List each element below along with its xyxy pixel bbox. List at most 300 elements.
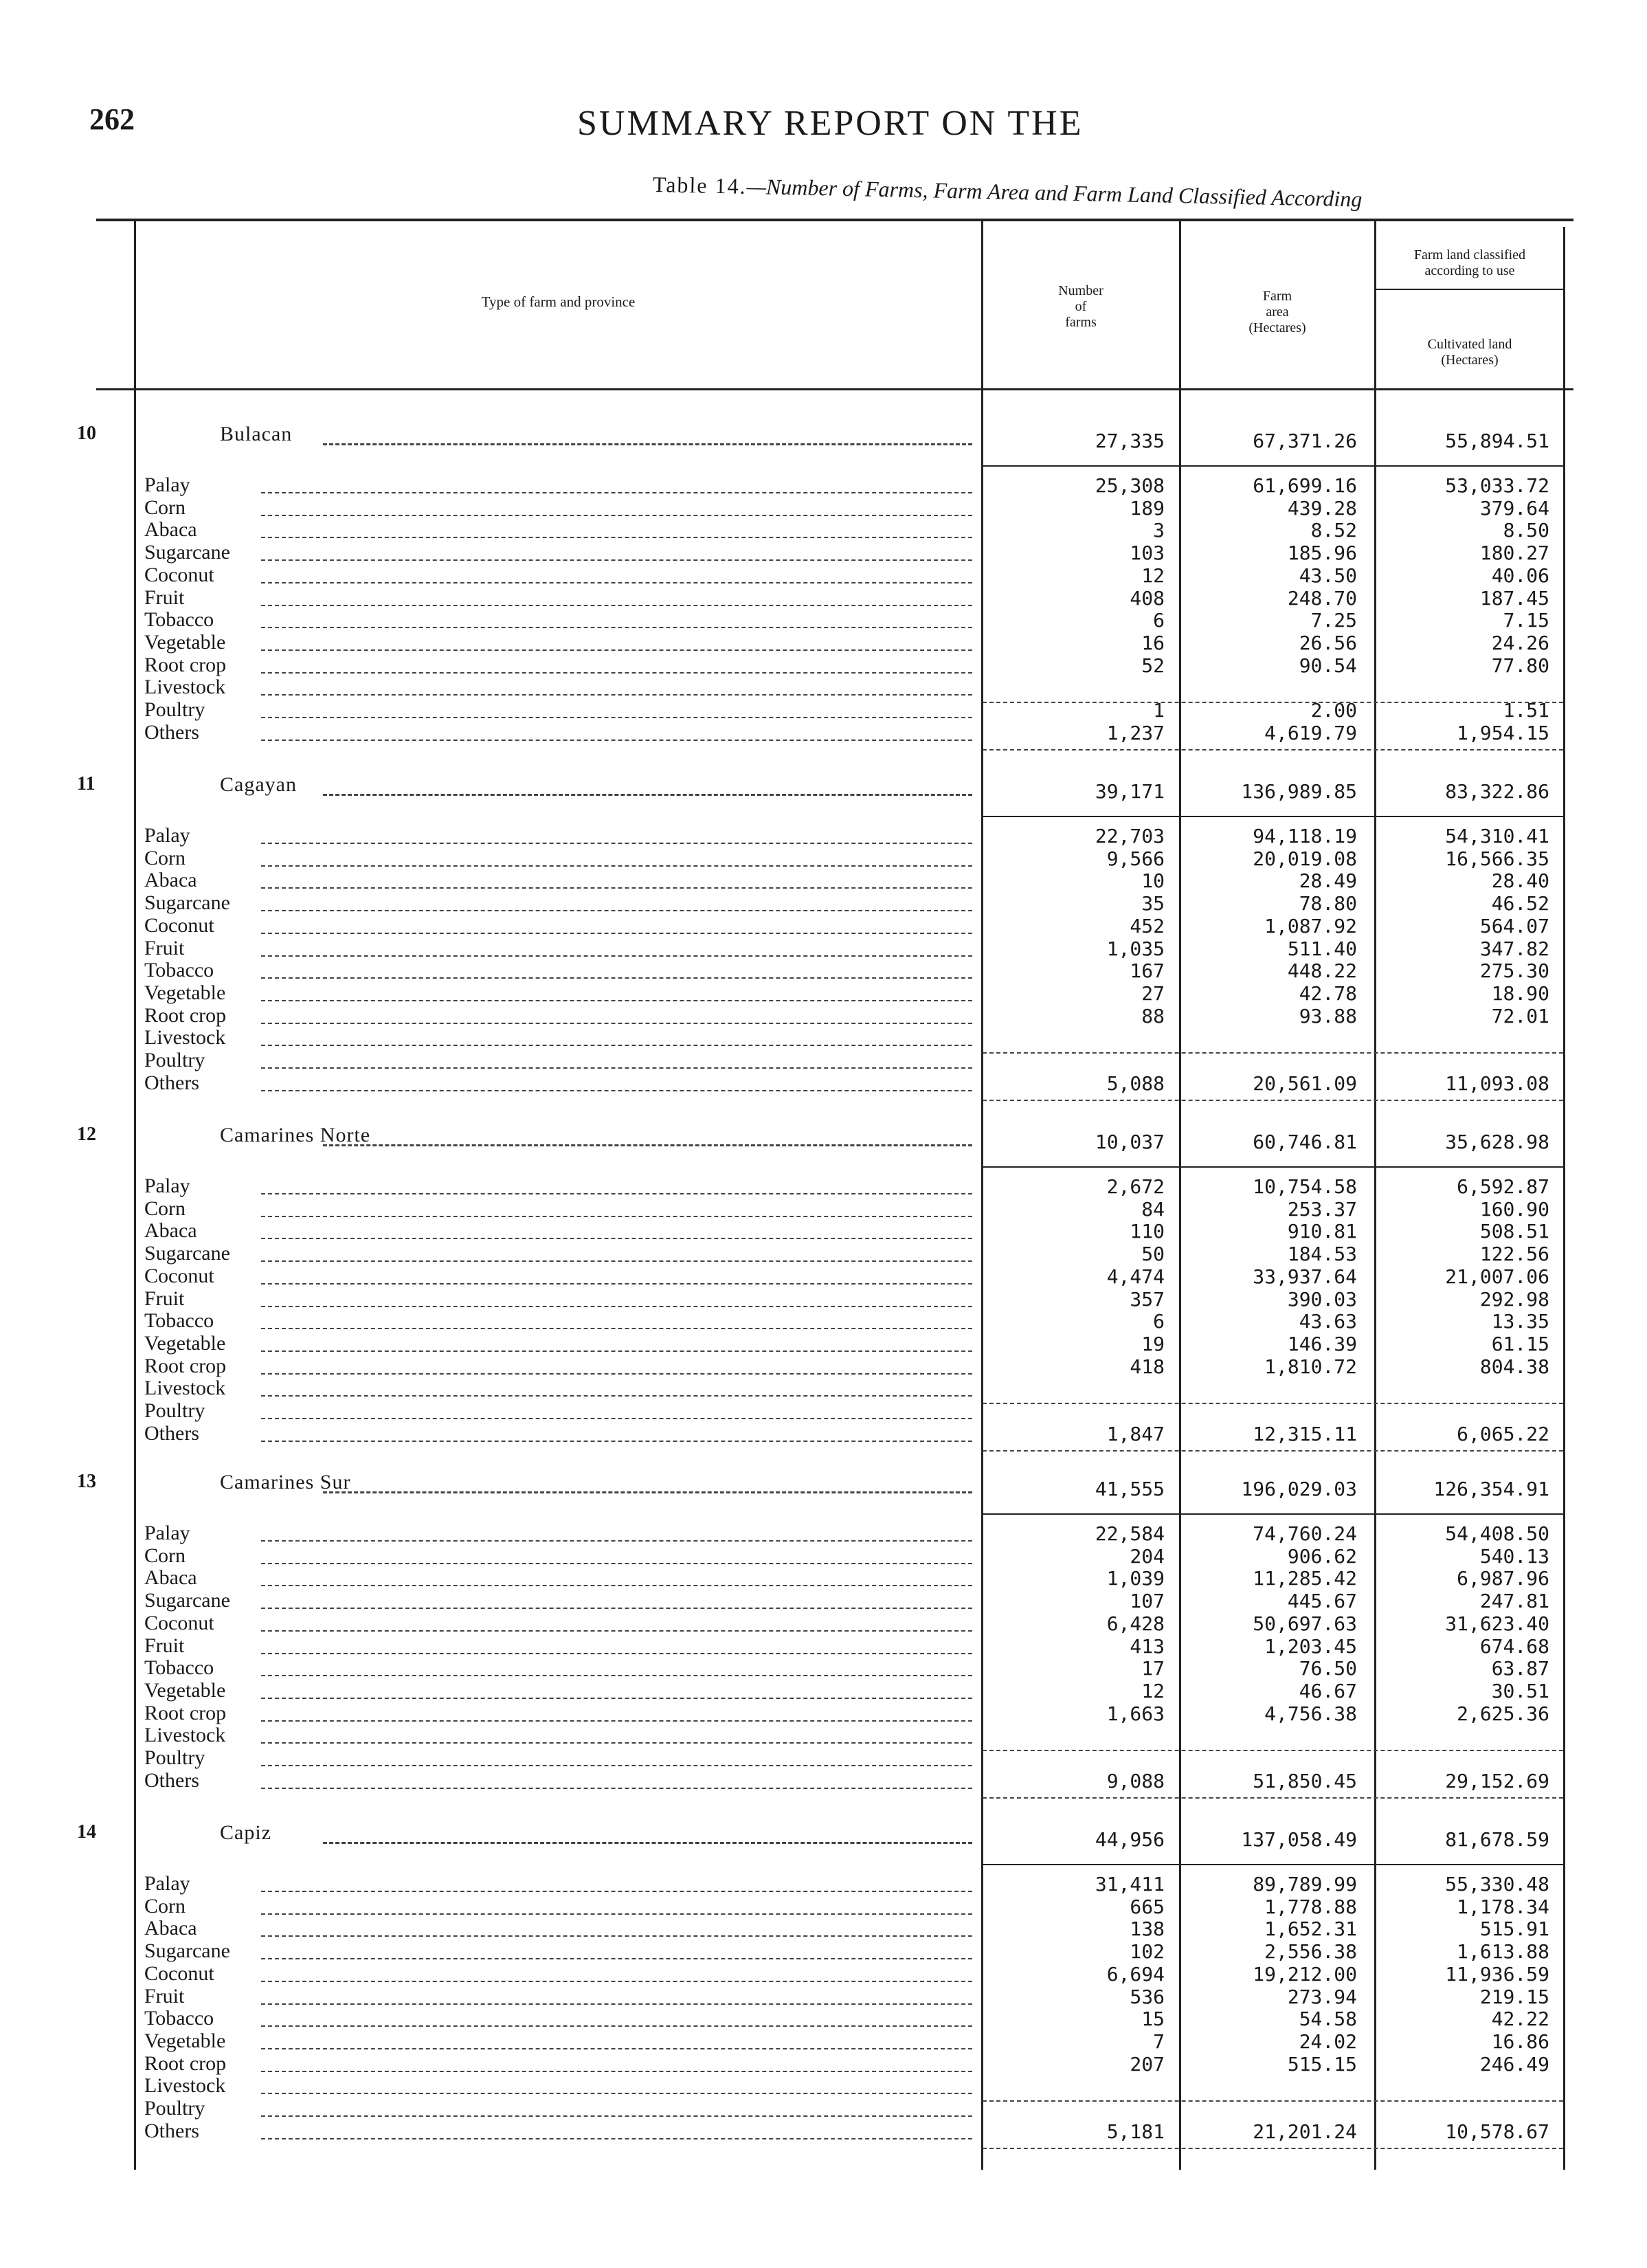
cell-area: 1,087.92	[1264, 914, 1357, 937]
leader-dots	[261, 1260, 972, 1262]
row-label: Tobacco	[144, 959, 214, 982]
row-label: Poultry	[144, 1746, 205, 1769]
row-label: Palay	[144, 1872, 190, 1895]
cell-area: 906.62	[1287, 1544, 1357, 1568]
leader-dots	[323, 1842, 972, 1844]
cell-cultivated: 804.38	[1479, 1355, 1549, 1378]
row-label: Root crop	[144, 653, 227, 676]
cell-cultivated: 508.51	[1479, 1220, 1549, 1243]
cell-area: 1,652.31	[1264, 1917, 1357, 1941]
others-separator	[983, 2100, 1563, 2102]
header-line: Farm land classified	[1413, 247, 1526, 263]
row-label: Coconut	[144, 1264, 214, 1287]
province-total-rule	[983, 465, 1563, 467]
cell-farms: 88	[1141, 1004, 1165, 1027]
column-header-area	[1182, 289, 1373, 336]
leader-dots	[261, 1306, 972, 1307]
cell-cultivated: 6,065.22	[1457, 1422, 1549, 1445]
cell-cultivated: 275.30	[1479, 959, 1549, 983]
leader-dots	[261, 717, 972, 718]
cell-farms: 25,308	[1095, 474, 1165, 497]
cell-area: 248.70	[1287, 586, 1357, 610]
leader-dots	[261, 1742, 972, 1744]
cell-cultivated: 29,152.69	[1445, 1769, 1549, 1792]
cell-area: 1,203.45	[1264, 1634, 1357, 1658]
province-number: 14	[77, 1821, 96, 1843]
table-label: Table 14.	[652, 172, 747, 199]
cell-farms: 1,035	[1106, 937, 1165, 960]
column-header-cultivated	[1377, 337, 1562, 368]
row-label: Abaca	[144, 1566, 197, 1590]
leader-dots	[261, 1698, 972, 1699]
cell-cultivated: 28.40	[1491, 869, 1549, 893]
cell-area: 184.53	[1287, 1243, 1357, 1266]
row-label: Corn	[144, 496, 186, 519]
cell-area: 2.00	[1310, 699, 1357, 722]
province-name: Cagayan	[220, 773, 297, 796]
province-name: Bulacan	[220, 423, 293, 445]
leader-dots	[261, 605, 972, 606]
cell-farms: 9,088	[1106, 1769, 1165, 1792]
cell-farms: 22,703	[1095, 825, 1165, 847]
province-total-area: 67,371.26	[1253, 430, 1357, 452]
row-label: Palay	[144, 1175, 190, 1197]
leader-dots	[261, 1328, 972, 1329]
header-line: Farm	[1262, 289, 1292, 304]
row-label: Fruit	[144, 1984, 185, 2008]
row-label: Others	[144, 2119, 199, 2142]
province-total-farms: 10,037	[1095, 1131, 1165, 1153]
row-label: Tobacco	[144, 2007, 214, 2030]
others-separator	[983, 2148, 1563, 2149]
cell-cultivated: 13.35	[1491, 1310, 1549, 1333]
row-label: Sugarcane	[144, 541, 230, 564]
cell-farms: 12	[1141, 1679, 1165, 1702]
others-separator	[983, 1100, 1563, 1101]
leader-dots	[261, 1765, 972, 1766]
table-caption	[653, 172, 1363, 212]
others-separator	[983, 702, 1563, 703]
cell-farms: 357	[1130, 1287, 1165, 1311]
cell-farms: 17	[1141, 1657, 1165, 1680]
province-total-area: 137,058.49	[1241, 1828, 1357, 1851]
cell-cultivated: 16,566.35	[1445, 847, 1549, 870]
leader-dots	[261, 537, 972, 538]
cell-area: 20,561.09	[1253, 1071, 1357, 1095]
cell-farms: 5,181	[1106, 2120, 1165, 2143]
cell-cultivated: 21,007.06	[1445, 1265, 1549, 1288]
cell-area: 448.22	[1287, 959, 1357, 983]
province-total-cultivated: 81,678.59	[1445, 1828, 1549, 1851]
cell-cultivated: 1,613.88	[1457, 1940, 1549, 1964]
row-label: Coconut	[144, 1961, 214, 1985]
cell-cultivated: 42.22	[1491, 2008, 1549, 2031]
cell-area: 74,760.24	[1253, 1522, 1357, 1545]
leader-dots	[261, 2115, 972, 2117]
header-line: according to use	[1424, 263, 1515, 278]
cell-farms: 1,039	[1106, 1567, 1165, 1590]
header-line: of	[1075, 299, 1087, 314]
row-label: Abaca	[144, 869, 197, 892]
cell-cultivated: 40.06	[1491, 564, 1549, 587]
row-label: Sugarcane	[144, 1242, 230, 1265]
province-total-farms: 27,335	[1095, 430, 1165, 452]
cell-area: 61,699.16	[1253, 474, 1357, 497]
cell-farms: 408	[1130, 586, 1165, 610]
row-label: Root crop	[144, 1354, 227, 1377]
column-divider	[981, 221, 983, 2170]
cell-cultivated: 180.27	[1479, 542, 1549, 565]
cell-farms: 2,672	[1106, 1175, 1165, 1198]
row-label: Tobacco	[144, 608, 214, 632]
cell-area: 2,556.38	[1264, 1940, 1357, 1964]
province-total-area: 196,029.03	[1241, 1478, 1357, 1500]
leader-dots	[261, 582, 972, 583]
cell-area: 43.50	[1299, 564, 1357, 587]
cell-cultivated: 11,936.59	[1445, 1962, 1549, 1986]
row-label: Corn	[144, 1544, 186, 1567]
cell-area: 43.63	[1299, 1310, 1357, 1333]
cell-farms: 5,088	[1106, 1071, 1165, 1095]
row-label: Corn	[144, 1197, 186, 1220]
cell-cultivated: 8.50	[1503, 519, 1549, 542]
cell-cultivated: 515.91	[1479, 1917, 1549, 1941]
row-label: Tobacco	[144, 1309, 214, 1333]
cell-farms: 16	[1141, 631, 1165, 654]
leader-dots	[261, 1913, 972, 1915]
cell-area: 8.52	[1310, 519, 1357, 542]
row-label: Fruit	[144, 936, 185, 959]
cell-farms: 6	[1153, 1310, 1165, 1333]
cell-cultivated: 7.15	[1503, 609, 1549, 632]
cell-area: 46.67	[1299, 1679, 1357, 1702]
leader-dots	[261, 1608, 972, 1609]
cell-farms: 452	[1130, 914, 1165, 937]
row-label: Palay	[144, 1522, 190, 1544]
cell-cultivated: 122.56	[1479, 1243, 1549, 1266]
row-label: Abaca	[144, 1917, 197, 1940]
leader-dots	[261, 1563, 972, 1564]
row-label: Livestock	[144, 1724, 226, 1747]
leader-dots	[261, 649, 972, 651]
cell-farms: 418	[1130, 1355, 1165, 1378]
cell-area: 146.39	[1287, 1332, 1357, 1355]
column-header-group	[1377, 247, 1562, 279]
cell-farms: 12	[1141, 564, 1165, 587]
cell-area: 439.28	[1287, 496, 1357, 520]
leader-dots	[261, 740, 972, 741]
province-total-rule	[983, 1513, 1563, 1515]
cell-cultivated: 292.98	[1479, 1287, 1549, 1311]
province-total-cultivated: 126,354.91	[1433, 1478, 1549, 1500]
cell-area: 185.96	[1287, 542, 1357, 565]
cell-area: 253.37	[1287, 1197, 1357, 1221]
leader-dots	[323, 1491, 972, 1493]
row-label: Vegetable	[144, 1678, 226, 1702]
cell-cultivated: 18.90	[1491, 981, 1549, 1005]
cell-area: 390.03	[1287, 1287, 1357, 1311]
cell-cultivated: 160.90	[1479, 1197, 1549, 1221]
header-line: (Hectares)	[1248, 320, 1306, 335]
cell-cultivated: 53,033.72	[1445, 474, 1549, 497]
province-total-cultivated: 83,322.86	[1445, 780, 1549, 803]
leader-dots	[261, 2138, 972, 2139]
cell-farms: 107	[1130, 1590, 1165, 1613]
row-label: Root crop	[144, 1701, 227, 1724]
leader-dots	[261, 1788, 972, 1789]
cell-farms: 138	[1130, 1917, 1165, 1941]
cell-cultivated: 72.01	[1491, 1004, 1549, 1027]
cell-area: 4,756.38	[1264, 1702, 1357, 1725]
cell-cultivated: 219.15	[1479, 1985, 1549, 2008]
others-separator	[983, 749, 1563, 751]
cell-area: 28.49	[1299, 869, 1357, 893]
header-line: Cultivated land	[1427, 337, 1512, 352]
row-label: Abaca	[144, 1219, 197, 1243]
column-divider	[1563, 227, 1565, 2170]
row-label: Vegetable	[144, 630, 226, 654]
cell-area: 24.02	[1299, 2030, 1357, 2053]
leader-dots	[261, 559, 972, 561]
province-number: 13	[77, 1471, 96, 1492]
row-label: Poultry	[144, 1399, 205, 1422]
leader-dots	[261, 694, 972, 696]
page-number: 262	[89, 102, 135, 136]
column-header-type: Type of farm and province	[481, 293, 636, 310]
province-total-cultivated: 35,628.98	[1445, 1131, 1549, 1153]
cell-farms: 52	[1141, 654, 1165, 677]
cell-farms: 3	[1153, 519, 1165, 542]
cell-cultivated: 247.81	[1479, 1590, 1549, 1613]
cell-area: 93.88	[1299, 1004, 1357, 1027]
leader-dots	[261, 1193, 972, 1194]
cell-area: 78.80	[1299, 892, 1357, 915]
others-separator	[983, 1797, 1563, 1799]
cell-area: 51,850.45	[1253, 1769, 1357, 1792]
row-label: Fruit	[144, 586, 185, 609]
header-line: Number	[1058, 283, 1103, 298]
others-separator	[983, 1750, 1563, 1751]
table-top-rule	[96, 219, 1573, 221]
cell-cultivated: 54,310.41	[1445, 825, 1549, 847]
leader-dots	[261, 1216, 972, 1217]
cell-area: 12,315.11	[1253, 1422, 1357, 1445]
cell-cultivated: 2,625.36	[1457, 1702, 1549, 1725]
province-number: 10	[77, 423, 96, 444]
leader-dots	[261, 1023, 972, 1024]
row-label: Others	[144, 1421, 199, 1445]
cell-area: 42.78	[1299, 981, 1357, 1005]
group-header-rule	[1376, 289, 1563, 290]
row-label: Sugarcane	[144, 891, 230, 915]
province-total-farms: 41,555	[1095, 1478, 1165, 1500]
leader-dots	[261, 977, 972, 979]
leader-dots	[261, 910, 972, 911]
cell-cultivated: 1,178.34	[1457, 1895, 1549, 1918]
row-label: Livestock	[144, 676, 226, 699]
cell-farms: 207	[1130, 2052, 1165, 2076]
cell-cultivated: 6,987.96	[1457, 1567, 1549, 1590]
cell-farms: 1	[1153, 699, 1165, 722]
cell-area: 1,778.88	[1264, 1895, 1357, 1918]
cell-farms: 31,411	[1095, 1873, 1165, 1895]
column-divider	[134, 221, 136, 2170]
leader-dots	[261, 2048, 972, 2049]
header-line: farms	[1065, 315, 1097, 330]
cell-cultivated: 674.68	[1479, 1634, 1549, 1658]
cell-area: 50,697.63	[1253, 1612, 1357, 1635]
province-total-farms: 44,956	[1095, 1828, 1165, 1851]
province-name: Camarines Norte	[220, 1124, 371, 1146]
leader-dots	[261, 515, 972, 516]
leader-dots	[261, 887, 972, 889]
cell-area: 910.81	[1287, 1220, 1357, 1243]
cell-cultivated: 11,093.08	[1445, 1071, 1549, 1095]
leader-dots	[261, 627, 972, 628]
cell-farms: 110	[1130, 1220, 1165, 1243]
row-label: Palay	[144, 824, 190, 847]
cell-area: 94,118.19	[1253, 825, 1357, 847]
header-bottom-rule	[96, 388, 1573, 390]
cell-farms: 19	[1141, 1332, 1165, 1355]
cell-farms: 4,474	[1106, 1265, 1165, 1288]
cell-cultivated: 1,954.15	[1457, 721, 1549, 744]
cell-farms: 22,584	[1095, 1522, 1165, 1545]
cell-area: 1,810.72	[1264, 1355, 1357, 1378]
cell-area: 7.25	[1310, 609, 1357, 632]
leader-dots	[261, 2093, 972, 2094]
leader-dots	[323, 1144, 972, 1146]
cell-farms: 27	[1141, 981, 1165, 1005]
leader-dots	[261, 492, 972, 493]
leader-dots	[261, 1891, 972, 1892]
row-label: Coconut	[144, 913, 214, 937]
cell-area: 10,754.58	[1253, 1175, 1357, 1198]
row-label: Palay	[144, 474, 190, 496]
row-label: Vegetable	[144, 981, 226, 1004]
cell-farms: 167	[1130, 959, 1165, 983]
row-label: Sugarcane	[144, 1589, 230, 1612]
cell-cultivated: 347.82	[1479, 937, 1549, 960]
leader-dots	[323, 443, 972, 445]
cell-cultivated: 61.15	[1491, 1332, 1549, 1355]
cell-farms: 35	[1141, 892, 1165, 915]
row-label: Livestock	[144, 1377, 226, 1400]
leader-dots	[261, 1720, 972, 1722]
cell-farms: 665	[1130, 1895, 1165, 1918]
cell-area: 54.58	[1299, 2008, 1357, 2031]
cell-cultivated: 54,408.50	[1445, 1522, 1549, 1545]
row-label: Vegetable	[144, 1331, 226, 1355]
leader-dots	[261, 1675, 972, 1676]
cell-farms: 1,663	[1106, 1702, 1165, 1725]
cell-cultivated: 63.87	[1491, 1657, 1549, 1680]
cell-cultivated: 540.13	[1479, 1544, 1549, 1568]
province-total-area: 60,746.81	[1253, 1131, 1357, 1153]
row-label: Poultry	[144, 698, 205, 721]
leader-dots	[261, 1441, 972, 1442]
row-label: Root crop	[144, 1003, 227, 1027]
cell-cultivated: 31,623.40	[1445, 1612, 1549, 1635]
cell-cultivated: 187.45	[1479, 586, 1549, 610]
leader-dots	[261, 2071, 972, 2072]
province-number: 12	[77, 1124, 96, 1145]
leader-dots	[261, 1000, 972, 1001]
row-label: Fruit	[144, 1287, 185, 1310]
running-head: SUMMARY REPORT ON THE	[577, 104, 1084, 143]
others-separator	[983, 1052, 1563, 1054]
cell-cultivated: 10,578.67	[1445, 2120, 1549, 2143]
cell-area: 89,789.99	[1253, 1873, 1357, 1895]
row-label: Others	[144, 720, 199, 744]
cell-area: 515.15	[1287, 2052, 1357, 2076]
header-line: area	[1266, 304, 1289, 320]
cell-farms: 84	[1141, 1197, 1165, 1221]
row-label: Coconut	[144, 563, 214, 586]
others-separator	[983, 1450, 1563, 1452]
cell-farms: 6	[1153, 609, 1165, 632]
row-label: Tobacco	[144, 1656, 214, 1680]
province-total-farms: 39,171	[1095, 780, 1165, 803]
province-total-cultivated: 55,894.51	[1445, 430, 1549, 452]
province-name: Capiz	[220, 1821, 271, 1844]
row-label: Vegetable	[144, 2029, 226, 2052]
leader-dots	[261, 1238, 972, 1239]
cell-cultivated: 1.51	[1503, 699, 1549, 722]
cell-area: 21,201.24	[1253, 2120, 1357, 2143]
cell-cultivated: 55,330.48	[1445, 1873, 1549, 1895]
leader-dots	[261, 1935, 972, 1937]
cell-cultivated: 379.64	[1479, 496, 1549, 520]
province-total-area: 136,989.85	[1241, 780, 1357, 803]
row-label: Livestock	[144, 2074, 226, 2098]
table-title: —Number of Farms, Farm Area and Farm Land Classified According	[746, 173, 1363, 212]
province-number: 11	[77, 773, 96, 794]
cell-cultivated: 246.49	[1479, 2052, 1549, 2076]
column-header-farms	[984, 283, 1178, 331]
leader-dots	[323, 794, 972, 796]
cell-farms: 7	[1153, 2030, 1165, 2053]
cell-farms: 6,694	[1106, 1962, 1165, 1986]
cell-area: 19,212.00	[1253, 1962, 1357, 1986]
cell-farms: 6,428	[1106, 1612, 1165, 1635]
cell-farms: 103	[1130, 542, 1165, 565]
row-label: Fruit	[144, 1634, 185, 1657]
cell-farms: 536	[1130, 1985, 1165, 2008]
row-label: Abaca	[144, 518, 197, 542]
cell-area: 445.67	[1287, 1590, 1357, 1613]
cell-area: 90.54	[1299, 654, 1357, 677]
cell-area: 76.50	[1299, 1657, 1357, 1680]
province-total-rule	[983, 1864, 1563, 1865]
leader-dots	[261, 1540, 972, 1542]
leader-dots	[261, 843, 972, 844]
province-name: Camarines Sur	[220, 1471, 351, 1493]
row-label: Corn	[144, 846, 186, 869]
leader-dots	[261, 672, 972, 674]
leader-dots	[261, 1373, 972, 1375]
leader-dots	[261, 1630, 972, 1632]
province-total-rule	[983, 816, 1563, 817]
cell-farms: 15	[1141, 2008, 1165, 2031]
header-line: (Hectares)	[1441, 353, 1499, 368]
cell-cultivated: 16.86	[1491, 2030, 1549, 2053]
cell-area: 273.94	[1287, 1985, 1357, 2008]
leader-dots	[261, 955, 972, 957]
leader-dots	[261, 1395, 972, 1397]
cell-farms: 10	[1141, 869, 1165, 893]
row-label: Others	[144, 1768, 199, 1792]
